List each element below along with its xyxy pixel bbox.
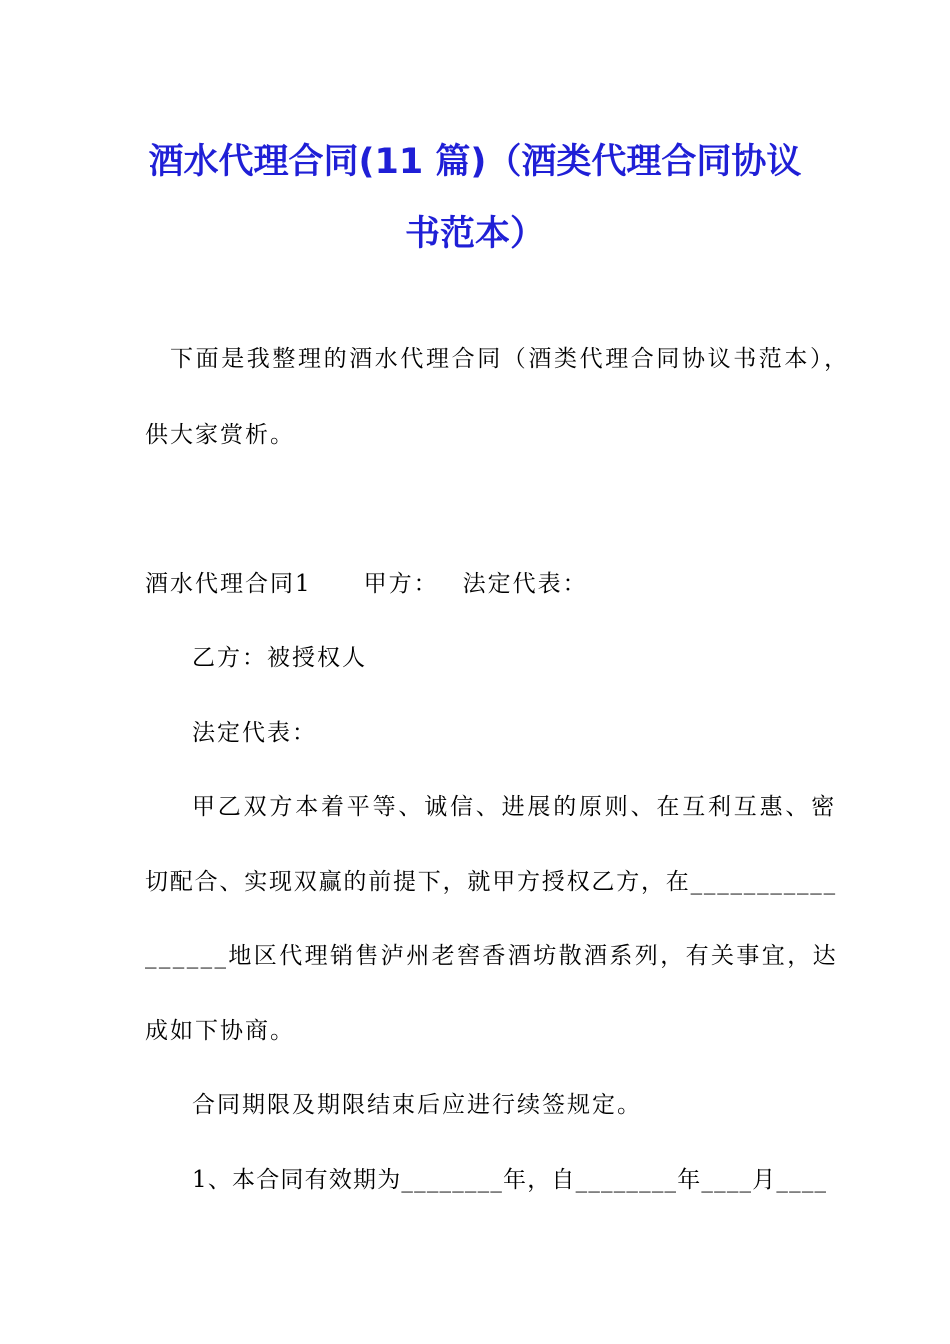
term-heading: 合同期限及期限结束后应进行续签规定。: [192, 1092, 642, 1118]
contract-header-line: [145, 569, 588, 599]
legal-rep-label-a: 法定代表：: [462, 571, 588, 597]
paragraph-1-line-4: 成如下协商。: [145, 1018, 295, 1044]
legal-rep-line-b: 法定代表：: [192, 720, 317, 746]
clause-1-line: 1、本合同有效期为________年，自________年____月____: [192, 1167, 828, 1193]
paragraph-1-line-2: 切配合、实现双赢的前提下，就甲方授权乙方，在___________: [145, 869, 837, 895]
intro-line-2: 供大家赏析。: [145, 422, 295, 448]
intro-line-1: 下面是我整理的酒水代理合同（酒类代理合同协议书范本），: [170, 346, 850, 372]
paragraph-1-line-3: ______地区代理销售泸州老窖香酒坊散酒系列，有关事宜，达: [145, 943, 838, 969]
party-a-label: 甲方：: [363, 571, 439, 597]
document-title-line-1: 酒水代理合同(11 篇)（酒类代理合同协议: [148, 142, 802, 182]
party-b-line: 乙方：被授权人: [192, 645, 367, 671]
contract-heading: 酒水代理合同1: [145, 571, 312, 597]
document-title-line-2: 书范本）: [404, 214, 545, 254]
paragraph-1-line-1: 甲乙双方本着平等、诚信、进展的原则、在互利互惠、密: [192, 794, 837, 820]
